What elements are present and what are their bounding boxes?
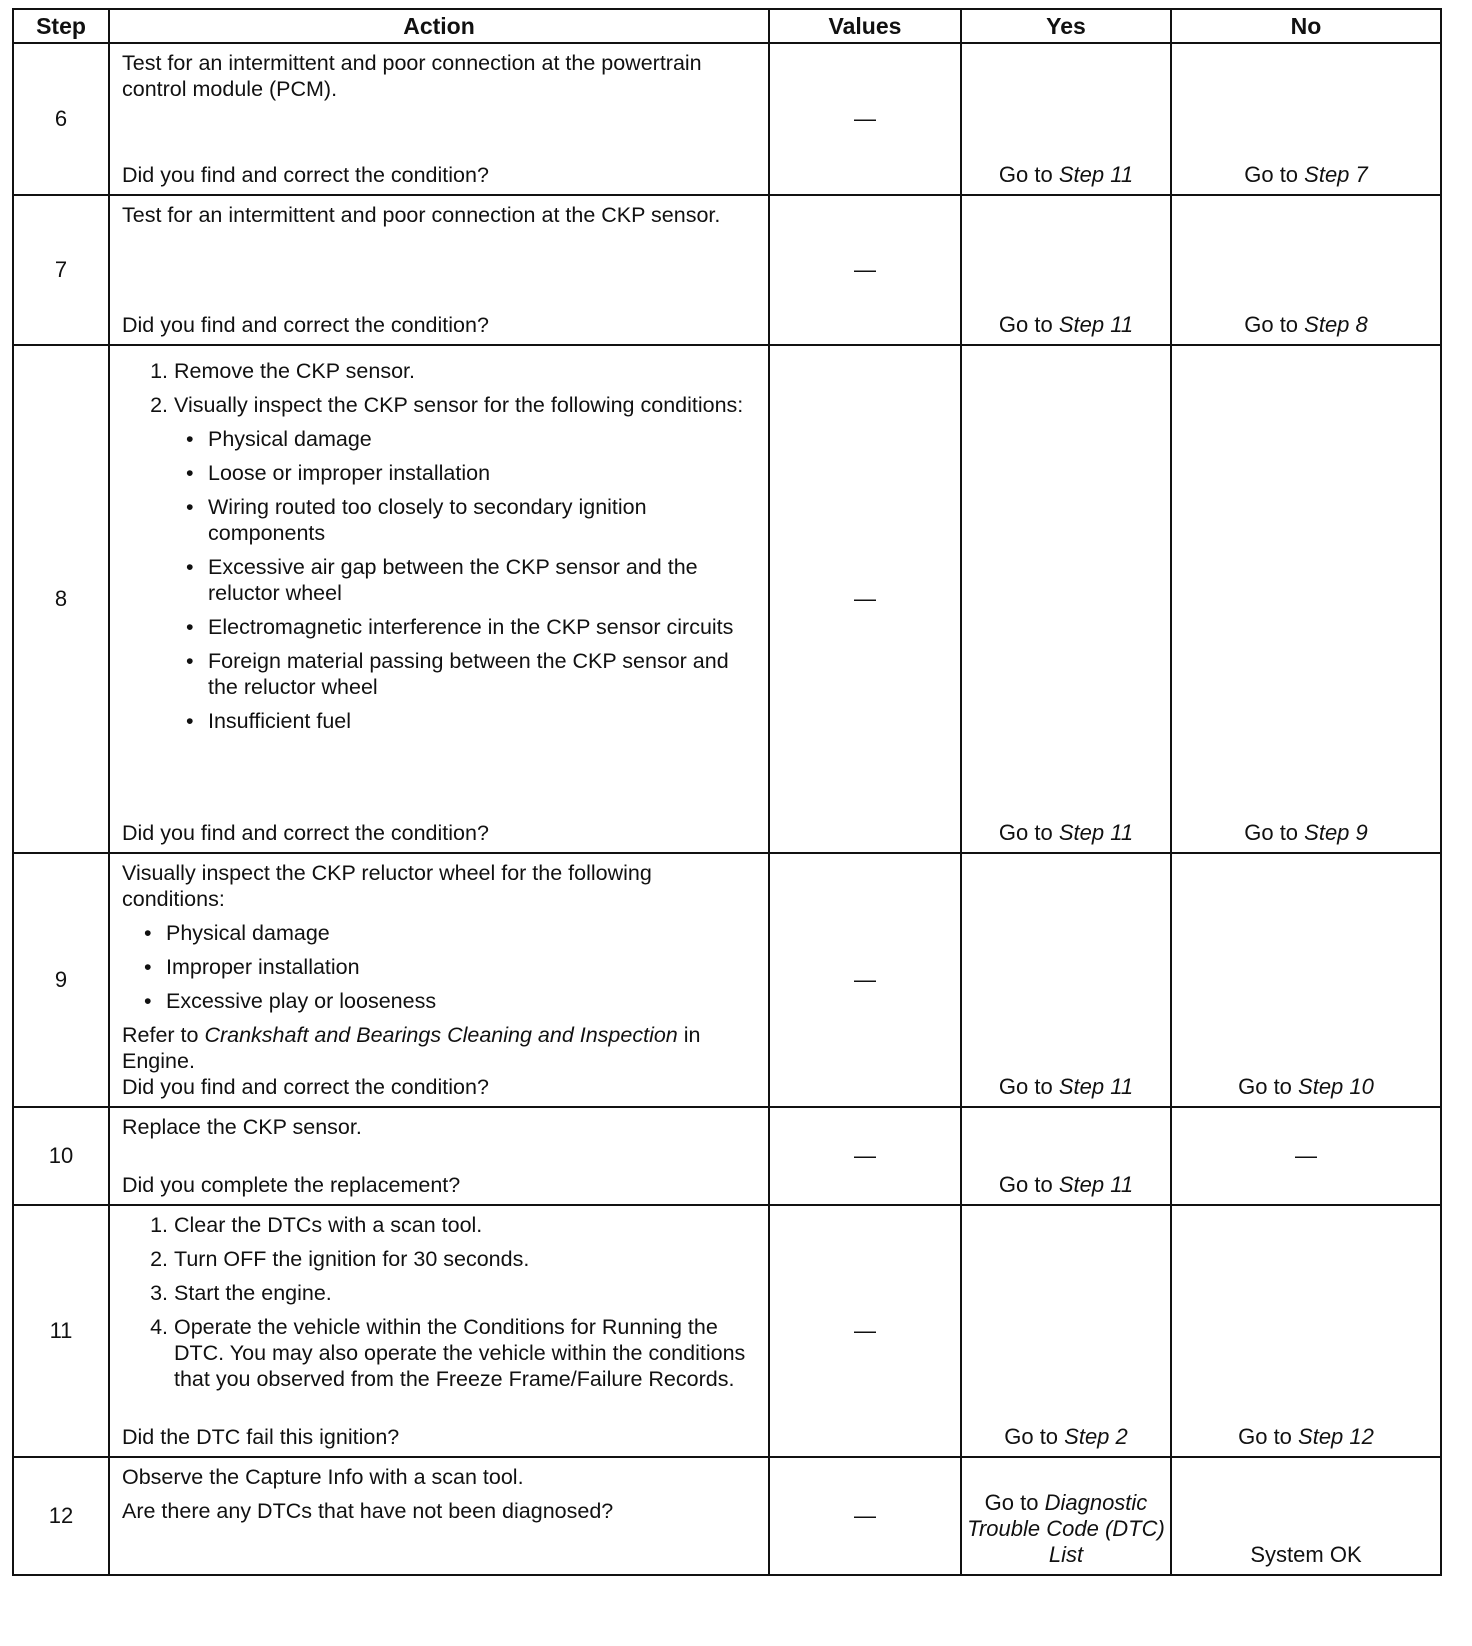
no-prefix: Go to [1244,162,1305,187]
yes-cell[interactable] [961,345,1171,853]
step-number: 10 [13,1107,109,1205]
no-cell[interactable] [1171,1205,1441,1457]
question-text: Did you find and correct the condition? [122,1075,489,1099]
action-text: Visually inspect the CKP reluctor wheel for the following conditions: [122,861,652,911]
no-prefix: Go to [1244,820,1305,845]
bullet-item: • Wiring routed too closely to secondary ignition components [208,494,756,546]
yes-step-link[interactable]: Step 2 [1064,1424,1128,1449]
yes-prefix: Go to [998,162,1059,187]
values-cell: — [769,345,961,853]
bullet-list [110,920,768,1014]
refer-suffix: in Engine. [122,1023,701,1073]
no-prefix: Go to [1244,312,1305,337]
bullet-item: • Insufficient fuel [208,708,756,734]
action-text: Test for an intermittent and poor connection at the CKP sensor. [122,203,721,227]
bullet-list [174,426,756,734]
yes-step-link[interactable]: Step 11 [1058,312,1134,337]
bullet-item: • Improper installation [166,954,756,980]
table-row [13,43,1441,195]
step-number: 9 [13,853,109,1107]
numbered-steps [110,358,768,734]
values-cell: — [769,1107,961,1205]
bullet-item: • Foreign material passing between the CKP sensor and the reluctor wheel [208,648,756,700]
step-number: 11 [13,1205,109,1457]
bullet-item: • Excessive play or looseness [166,988,756,1014]
no-cell: System OK [1171,1457,1441,1575]
list-item: 2. Turn OFF the ignition for 30 seconds. [174,1246,756,1272]
bullet-item: • Electromagnetic interference in the CKP sensor circuits [208,614,756,640]
list-item: 3. Start the engine. [174,1280,756,1306]
yes-step-link[interactable]: Step 11 [1058,1074,1134,1099]
yes-cell[interactable] [961,1205,1171,1457]
list-item-text: Visually inspect the CKP sensor for the following conditions: [174,393,744,417]
dtc-list-link[interactable]: Diagnostic Trouble Code (DTC) List [967,1490,1165,1567]
question-text: Did you find and correct the condition? [122,821,489,845]
table-row [13,1457,1441,1575]
action-text: Observe the Capture Info with a scan tool. [122,1465,524,1489]
bullet-item: • Physical damage [166,920,756,946]
no-cell[interactable] [1171,345,1441,853]
no-prefix: Go to [1238,1424,1299,1449]
bullet-item: • Physical damage [208,426,756,452]
no-step-link[interactable]: Step 10 [1298,1074,1374,1099]
yes-prefix: Go to [998,1074,1059,1099]
no-cell[interactable] [1171,853,1441,1107]
yes-cell[interactable] [961,853,1171,1107]
yes-prefix: Go to [1004,1424,1065,1449]
bullet-item: • Loose or improper installation [208,460,756,486]
header-row [13,9,1441,43]
refer-link[interactable]: Crankshaft and Bearings Cleaning and Inspection [204,1023,678,1047]
refer-text [110,1022,768,1074]
question-text: Did you find and correct the condition? [122,163,489,187]
action-cell [109,43,769,195]
yes-cell[interactable] [961,43,1171,195]
numbered-steps [110,1212,768,1400]
question-text: Did you find and correct the condition? [122,313,489,337]
list-item: 4. Operate the vehicle within the Conditions for Running the DTC. You may also operate the vehicle within the conditions that you observed from the Freeze Frame/Failure Records. [174,1314,756,1392]
no-step-link[interactable]: Step 7 [1304,162,1368,187]
action-cell [109,1107,769,1205]
no-step-link[interactable]: Step 9 [1304,820,1368,845]
yes-step-link[interactable]: Step 11 [1058,1172,1134,1197]
yes-prefix: Go to [984,1490,1045,1515]
diagnostic-table [12,8,1442,1576]
no-cell[interactable] [1171,195,1441,345]
values-cell: — [769,1205,961,1457]
header-values: Values [769,9,961,43]
values-cell: — [769,43,961,195]
no-step-link[interactable]: Step 12 [1298,1424,1374,1449]
action-cell [109,345,769,853]
refer-prefix: Refer to [122,1023,205,1047]
no-cell: — [1171,1107,1441,1205]
header-step: Step [13,9,109,43]
yes-step-link[interactable]: Step 11 [1058,162,1134,187]
question-text: Are there any DTCs that have not been diagnosed? [122,1499,614,1523]
values-cell: — [769,1457,961,1575]
header-yes: Yes [961,9,1171,43]
action-cell [109,1205,769,1457]
table-row [13,345,1441,853]
yes-prefix: Go to [998,820,1059,845]
bullet-item: • Excessive air gap between the CKP sensor and the reluctor wheel [208,554,756,606]
question-text: Did the DTC fail this ignition? [122,1425,400,1449]
table-row [13,1107,1441,1205]
step-number: 6 [13,43,109,195]
yes-prefix: Go to [998,312,1059,337]
action-cell [109,1457,769,1575]
action-text: Replace the CKP sensor. [122,1115,362,1139]
values-cell: — [769,195,961,345]
header-no: No [1171,9,1441,43]
yes-cell[interactable] [961,1457,1171,1575]
no-cell[interactable] [1171,43,1441,195]
yes-step-link[interactable]: Step 11 [1058,820,1134,845]
table-row [13,195,1441,345]
step-number: 8 [13,345,109,853]
values-cell: — [769,853,961,1107]
step-number: 12 [13,1457,109,1575]
list-item: 1. Remove the CKP sensor. [174,358,756,384]
table-row [13,1205,1441,1457]
list-item [174,392,756,734]
question-text: Did you complete the replacement? [122,1173,461,1197]
yes-prefix: Go to [998,1172,1059,1197]
action-text: Test for an intermittent and poor connection at the powertrain control module (PCM). [122,51,702,101]
yes-cell[interactable] [961,1107,1171,1205]
header-action: Action [109,9,769,43]
no-step-link[interactable]: Step 8 [1304,312,1368,337]
no-prefix: Go to [1238,1074,1299,1099]
action-cell [109,195,769,345]
step-number: 7 [13,195,109,345]
list-item: 1. Clear the DTCs with a scan tool. [174,1212,756,1238]
yes-cell[interactable] [961,195,1171,345]
action-cell [109,853,769,1107]
table-row [13,853,1441,1107]
